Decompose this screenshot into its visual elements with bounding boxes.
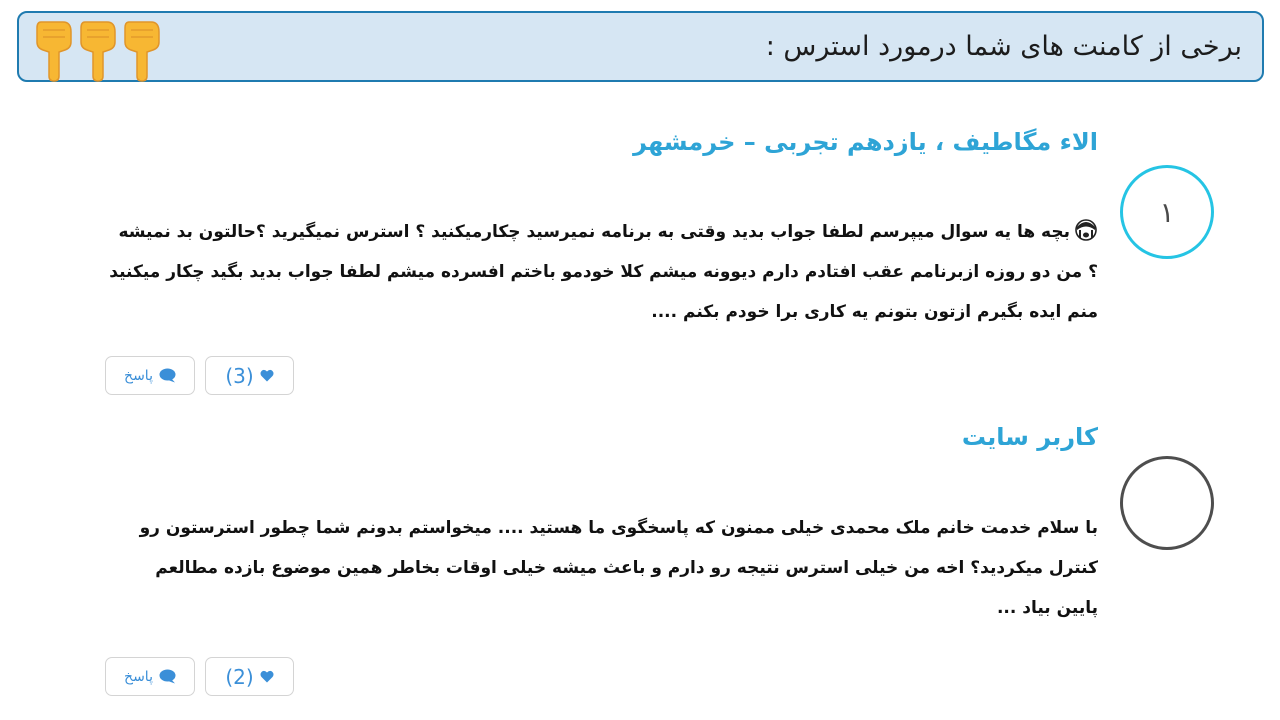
pointing-down-hand-icon [33, 18, 75, 82]
avatar-number: ۱ [1159, 195, 1175, 229]
reply-button[interactable] [105, 657, 195, 696]
reply-label: پاسخ [124, 668, 153, 685]
comment-text [108, 212, 1098, 332]
heart-icon [260, 369, 274, 382]
reply-button[interactable] [105, 356, 195, 395]
reply-label: پاسخ [124, 367, 153, 384]
like-button[interactable] [205, 657, 294, 696]
speech-bubble-icon [159, 368, 176, 383]
comment-text-content: با سلام خدمت خانم ملک محمدی خیلی ممنون که پاسخگوی ما هستید .... میخواستم بدونم شما چطور استرستون رو کنترل میکردید؟ اخه من خیلی استرس نتیجه رو دارم و باعث میشه خیلی اوقات بخاطر همین موضوع بازده مطالعم پایین بیاد ... [139, 518, 1098, 618]
banner-title: برخی از کامنت های شما درمورد استرس : [765, 31, 1242, 62]
pointing-down-hand-icon [77, 18, 119, 82]
comment-author[interactable]: الاء مگاطیف ، یازدهم تجربی – خرمشهر [633, 128, 1098, 156]
pointing-down-hand-icon [121, 18, 163, 82]
speech-bubble-icon [159, 669, 176, 684]
avatar [1120, 165, 1214, 259]
avatar [1120, 456, 1214, 550]
like-count: (3) [225, 363, 254, 388]
like-button[interactable] [205, 356, 294, 395]
comments-banner [17, 11, 1264, 82]
hands-group [33, 18, 163, 82]
comment-text [108, 508, 1098, 628]
heart-icon [260, 670, 274, 683]
comment-text-content: بچه ها یه سوال میپرسم لطفا جواب بدید وقتی به برنامه نمیرسید چکارمیکنید ؟ استرس نمیگیرید ؟حالتون بد نمیشه ؟ من دو روزه ازبرنامم عقب افتادم دارم دیوونه میشم کلا خودمو باختم افسرده میشم لطفا جواب بدید بگید چکار میکنید منم ایده بگیرم ازتون بتونم یه کاری برا خودم بکنم .... [109, 222, 1098, 322]
like-count: (2) [225, 664, 254, 689]
fearful-face-icon [1074, 218, 1098, 242]
comment-author[interactable]: کاربر سایت [961, 423, 1098, 451]
